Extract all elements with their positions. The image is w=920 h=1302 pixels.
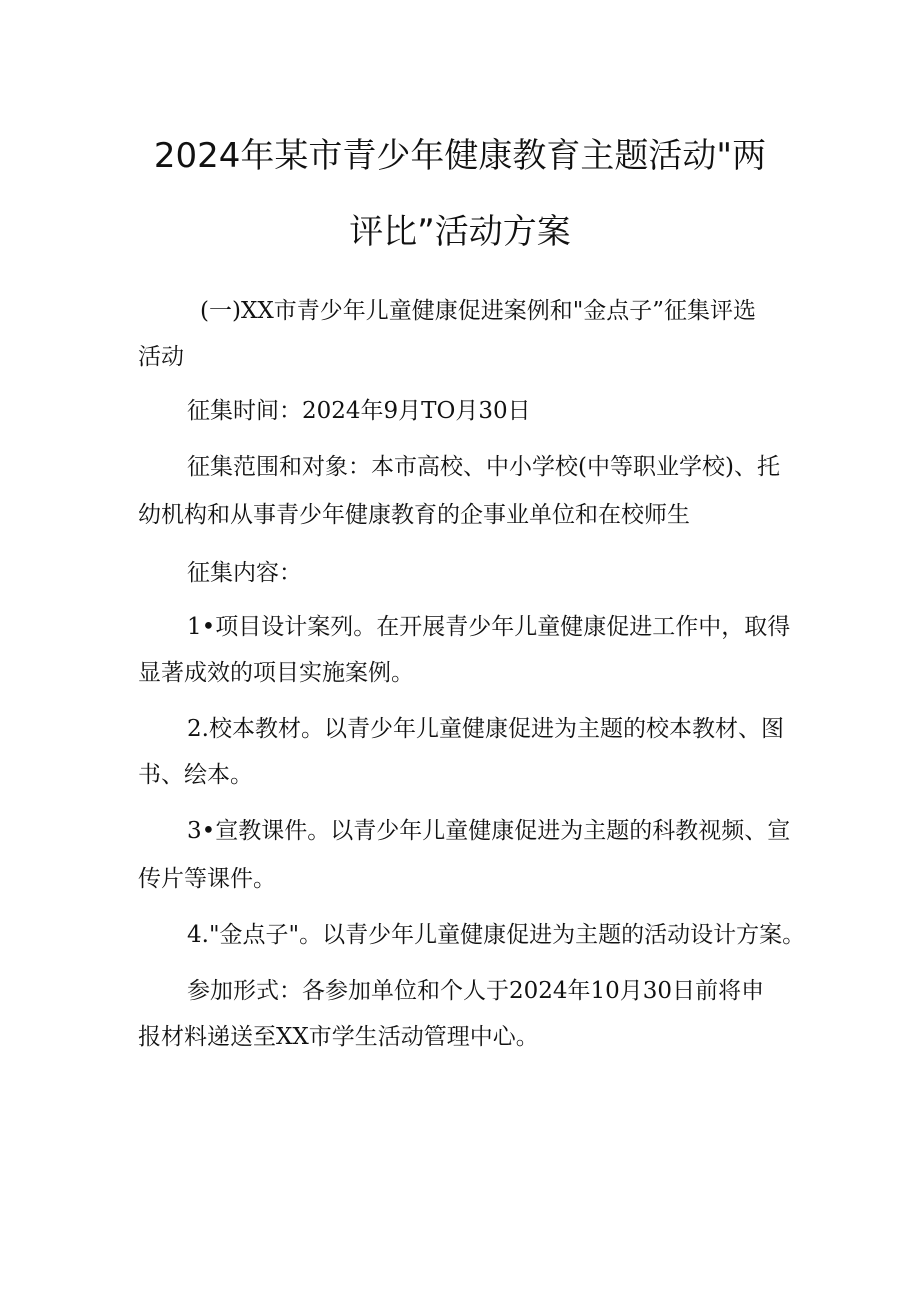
collection-scope-line-1: 征集范围和对象：本市高校、中小学校(中等职业学校)、托 [187, 454, 780, 480]
item-1-line-2: 显著成效的项目实施案例。 [138, 660, 414, 686]
item-1-line-1: 1•项目设计案列。在开展青少年儿童健康促进工作中，取得 [187, 614, 791, 640]
section-heading-line-1: (一)XX市青少年儿童健康促进案例和"金点子”征集评选 [200, 298, 757, 324]
section-heading-line-2: 活动 [138, 344, 184, 370]
item-2-line-2: 书、绘本。 [138, 762, 253, 788]
document-title-line-2: 评比”活动方案 [349, 212, 571, 252]
participation-form-line-1: 参加形式：各参加单位和个人于2024年10月30日前将申 [187, 978, 765, 1004]
item-3-line-2: 传片等课件。 [138, 866, 276, 892]
collection-content-label: 征集内容： [187, 560, 302, 586]
document-title-line-1: 2024年某市青少年健康教育主题活动"两 [153, 136, 767, 176]
item-3-line-1: 3•宣教课件。以青少年儿童健康促进为主题的科教视频、宣 [187, 818, 791, 844]
collection-scope-line-2: 幼机构和从事青少年健康教育的企事业单位和在校师生 [138, 502, 690, 528]
item-4-line-1: 4."金点子"。以青少年儿童健康促进为主题的活动设计方案。 [187, 922, 806, 948]
participation-form-line-2: 报材料递送至XX市学生活动管理中心。 [138, 1024, 539, 1050]
collection-time: 征集时间：2024年9月TO月30日 [187, 398, 531, 424]
item-2-line-1: 2.校本教材。以青少年儿童健康促进为主题的校本教材、图 [187, 716, 784, 742]
